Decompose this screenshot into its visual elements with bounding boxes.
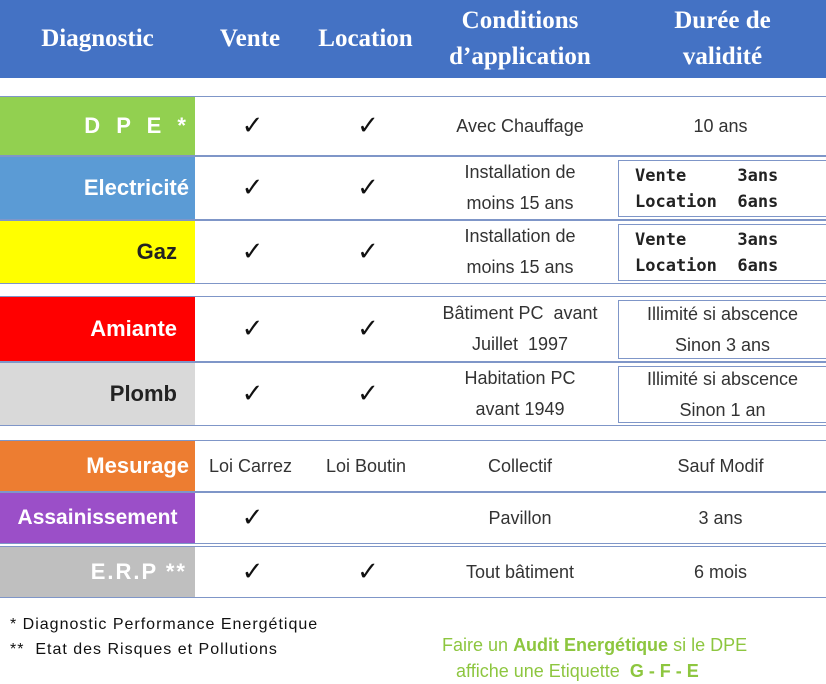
- assainissement-validite: 3 ans: [698, 507, 743, 528]
- row-mesurage: [0, 440, 826, 492]
- mesurage-conditions: Collectif: [487, 455, 553, 476]
- header-vente: Vente: [219, 25, 281, 52]
- check-gaz-location: ✓: [357, 236, 379, 267]
- header-validite-line1: Durée de: [674, 7, 771, 34]
- header-validite: [620, 0, 825, 78]
- header-location: Location: [318, 25, 413, 52]
- amiante-validite-line2: Sinon 3 ans: [674, 334, 771, 355]
- electricite-conditions: [425, 157, 615, 219]
- amiante-conditions: [425, 297, 615, 361]
- gaz-conditions: [425, 221, 615, 283]
- audit-bold: Audit Energétique: [513, 635, 669, 655]
- header-conditions-line2: d’application: [449, 43, 591, 70]
- row-gaz: [0, 220, 826, 284]
- erp-conditions: Tout bâtiment: [465, 561, 575, 582]
- check-erp-location: ✓: [357, 556, 379, 587]
- mesurage-location: Loi Boutin: [325, 455, 407, 476]
- assainissement-conditions: Pavillon: [488, 507, 552, 528]
- plomb-validite-line1: Illimité si abscence: [646, 368, 799, 389]
- audit-note-line2: [446, 632, 699, 684]
- table-header: [0, 0, 826, 78]
- check-electricite-location: ✓: [357, 172, 379, 203]
- plomb-validite-box: [618, 366, 826, 423]
- header-diagnostic: Diagnostic: [41, 25, 154, 52]
- row-amiante: [0, 296, 826, 362]
- mesurage-validite: Sauf Modif: [677, 455, 764, 476]
- label-dpe: D P E *: [0, 97, 195, 155]
- footnote-erp: ** Etat des Risques et Pollutions: [10, 641, 278, 658]
- check-plomb-location: ✓: [357, 378, 379, 409]
- mesurage-vente: Loi Carrez: [208, 455, 293, 476]
- audit-grades: G - F - E: [629, 661, 699, 681]
- header-conditions: [425, 0, 615, 78]
- dpe-validite: 10 ans: [693, 115, 748, 136]
- check-electricite-vente: ✓: [241, 172, 264, 203]
- check-dpe-location: ✓: [357, 110, 379, 141]
- label-mesurage: Mesurage: [0, 441, 195, 491]
- plomb-conditions: [425, 363, 615, 425]
- check-plomb-vente: ✓: [241, 378, 264, 409]
- check-assainissement-vente: ✓: [241, 502, 264, 533]
- gaz-validite-location: Location 6ans: [635, 255, 779, 276]
- label-plomb: Plomb: [0, 363, 195, 425]
- check-amiante-location: ✓: [357, 313, 379, 344]
- gaz-validite-vente: Vente 3ans: [635, 229, 779, 250]
- erp-validite: 6 mois: [693, 561, 747, 582]
- plomb-conditions-line2: avant 1949: [475, 399, 565, 419]
- amiante-validite-box: [618, 300, 826, 359]
- plomb-validite-line2: Sinon 1 an: [679, 399, 766, 420]
- header-conditions-line1: Conditions: [461, 7, 579, 34]
- audit-post: si le DPE: [668, 635, 748, 655]
- gaz-validite-box: [618, 224, 826, 281]
- header-validite-line2: validité: [682, 43, 763, 70]
- plomb-conditions-line1: Habitation PC: [464, 368, 576, 388]
- audit-line2-pre: affiche une Etiquette: [456, 661, 630, 681]
- check-erp-vente: ✓: [241, 556, 264, 587]
- check-dpe-vente: ✓: [241, 110, 264, 141]
- electricite-conditions-line1: Installation de: [464, 162, 576, 182]
- audit-pre: Faire un: [442, 635, 514, 655]
- dpe-conditions: Avec Chauffage: [456, 115, 584, 136]
- gaz-conditions-line2: moins 15 ans: [466, 257, 574, 277]
- check-amiante-vente: ✓: [241, 313, 264, 344]
- label-amiante: Amiante: [0, 297, 195, 361]
- label-electricite: Electricité: [0, 157, 195, 219]
- amiante-conditions-line1: Bâtiment PC avant: [442, 303, 598, 323]
- footnote-dpe: * Diagnostic Performance Energétique: [10, 616, 319, 633]
- electricite-validite-vente: Vente 3ans: [635, 165, 779, 186]
- row-plomb: [0, 362, 826, 426]
- row-electricite: [0, 156, 826, 220]
- gaz-conditions-line1: Installation de: [464, 226, 576, 246]
- label-gaz: Gaz: [0, 221, 195, 283]
- row-dpe: [0, 96, 826, 156]
- row-erp: [0, 546, 826, 598]
- electricite-validite-box: [618, 160, 826, 217]
- electricite-conditions-line2: moins 15 ans: [466, 193, 574, 213]
- amiante-validite-line1: Illimité si abscence: [646, 303, 799, 324]
- amiante-conditions-line2: Juillet 1997: [471, 334, 569, 354]
- row-assainissement: [0, 492, 826, 544]
- label-erp: E.R.P **: [0, 547, 195, 597]
- check-gaz-vente: ✓: [241, 236, 264, 267]
- label-assainissement: Assainissement: [0, 493, 195, 543]
- electricite-validite-location: Location 6ans: [635, 191, 779, 212]
